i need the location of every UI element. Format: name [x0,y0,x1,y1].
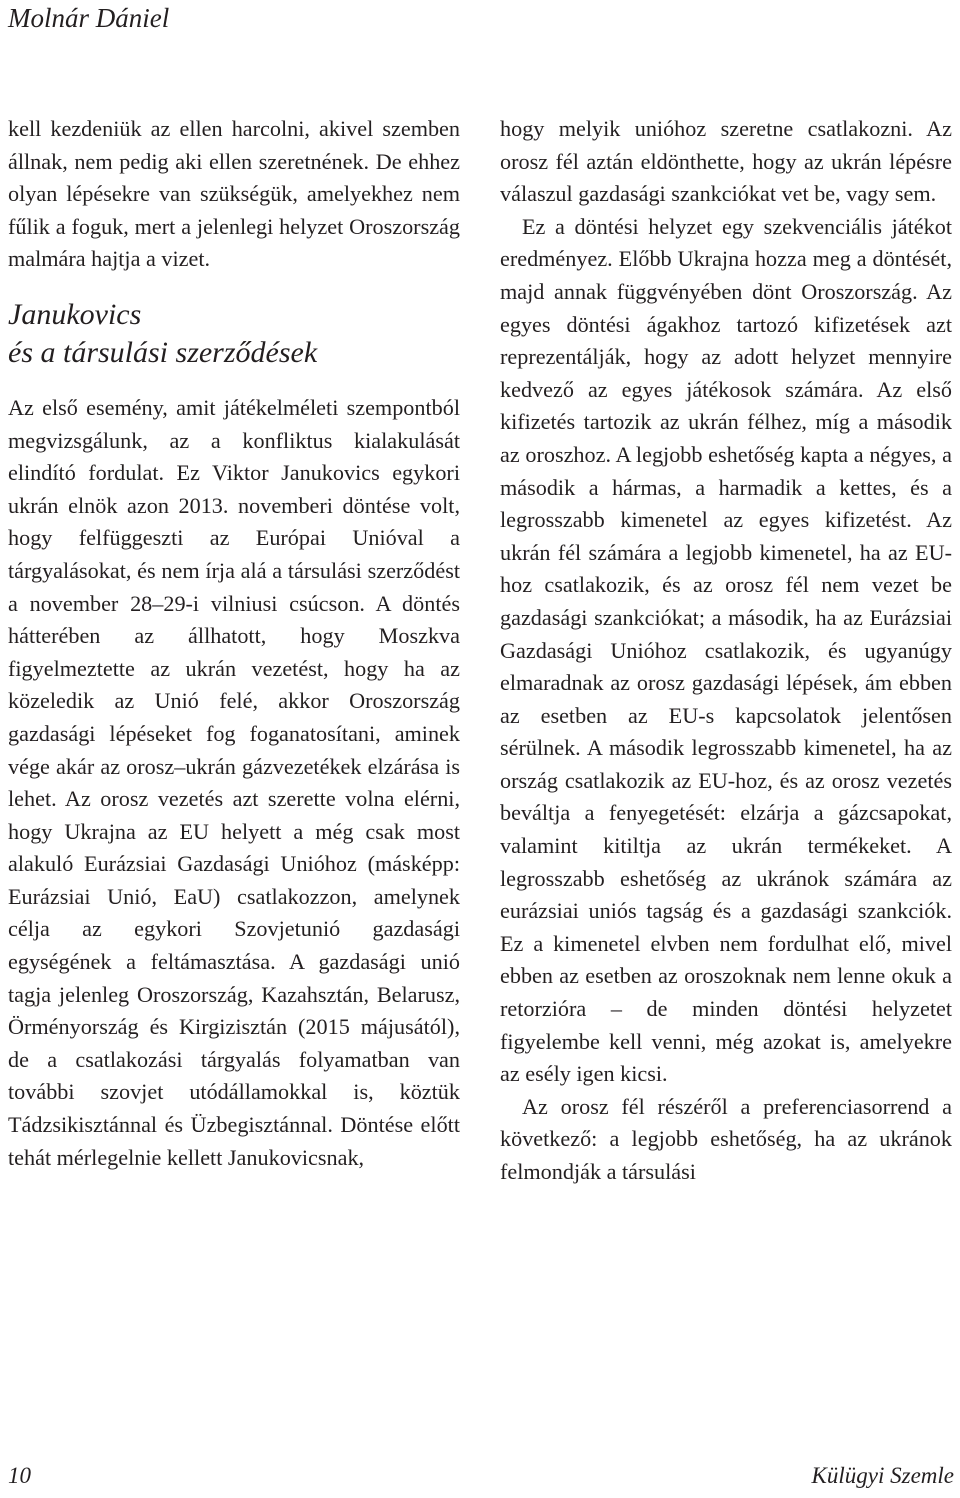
paragraph: kell kezdeniük az ellen harcolni, akivel szemben állnak, nem pedig aki ellen szeretnének. De ehhez olyan lépésekre van szükségük, amelyekhez nem fűlik a foguk, mert a jelenlegi helyzet Oroszország malmára hajtja a vizet. [8,116,460,272]
right-column [500,113,952,1189]
section-heading-line-2: és a társulási szerződések [8,335,318,369]
section-heading-line-1: Janukovics [8,297,142,331]
page-number: 10 [8,1463,31,1488]
paragraph: Ez a döntési helyzet egy szekvenciális játékot eredményez. Előbb Ukrajna hozza meg a döntését, majd annak függvényében dönt Oroszország. Az egyes döntési ágakhoz tartozó kifizetések azt reprezentálják, hogy az adott helyzet mennyire kedvező az egyes játékosok számára. Az első kifizetés tartozik az ukrán félhez, míg a második az oroszhoz. A legjobb eshetőség kapta a négyes, a második a hármas, a harmadik a kettes, és a legrosszabb kimenetel az egyes kifizetést. Az ukrán fél számára a legjobb kimenetel, ha az EU-hoz csatlakozik, és az orosz fél nem vezet be gazdasági szankciókat; a második, ha az Eurázsiai Gazdasági Unióhoz csatlakozik, és ugyanúgy elmaradnak az orosz gazdasági lépések, ám ebben az esetben az EU-s kapcsolatok jelentősen sérülnek. A második legrosszabb kimenetel, ha az ország csatlakozik az EU-hoz, és az orosz vezetés beváltja a fenyegetését: elzárja a gázcsapokat, valamint kitiltja az ukrán termékeket. A legrosszabb eshetőség az ukránok számára az eurázsiai uniós tagság és a gazdasági szankciók. Ez a kimenetel elvben nem fordulhat elő, mivel ebben az esetben az oroszoknak nem lenne okuk a retorzióra – de minden döntési helyzetet figyelembe kell venni, még azokat is, amelyekre az esély igen kicsi. [500,213,952,1087]
running-header-author: Molnár Dániel [8,3,170,33]
section-heading [8,296,460,372]
journal-title: Külügyi Szemle [811,1463,954,1488]
paragraph: hogy melyik unióhoz szeretne csatlakozni. Az orosz fél aztán eldönthette, hogy az ukrán lépésre válaszul gazdasági szankciókat vet be, vagy sem. [500,116,952,207]
paragraph: Az első esemény, amit játékelméleti szempontból megvizsgálunk, az a konfliktus kialakulását elindító fordulat. Ez Viktor Janukovics egykori ukrán elnök azon 2013. novemberi döntése volt, hogy felfüggeszti az Európai Unióval a tárgyalásokat, és nem írja alá a társulási szerződést a november 28–29-i vilniusi csúcson. A döntés hátterében az állhatott, hogy Moszkva figyelmeztette az ukrán vezetést, hogy ha az közeledik az Unió felé, akkor Oroszország gazdasági lépéseket fog foganatosítani, aminek vége akár az orosz–ukrán gázvezetékek elzárása is lehet. Az orosz vezetés azt szerette volna elérni, hogy Ukrajna az EU helyett a még csak most alakuló Eurázsiai Gazdasági Unióhoz (másképp: Eurázsiai Unió, EaU) csatlakozzon, amelynek célja az egykori Szovjetunió gazdasági egységének a feltámasztása. A gazdasági unió tagja jelenleg Oroszország, Kazahsztán, Belarusz, Örményország és Kirgizisztán (2015 májusától), de a csatlakozási tárgyalás folyamatban van további szovjet utódállamokkal is, köztük Tádzsikisztánnal és Üzbegisztánnal. Döntése előtt tehát mérlegelnie kellett Janukovicsnak, [8,394,460,1170]
left-column [8,113,460,1174]
paragraph: Az orosz fél részéről a preferenciasorrend a következő: a legjobb eshetőség, ha az ukránok felmondják a társulási [500,1093,952,1184]
